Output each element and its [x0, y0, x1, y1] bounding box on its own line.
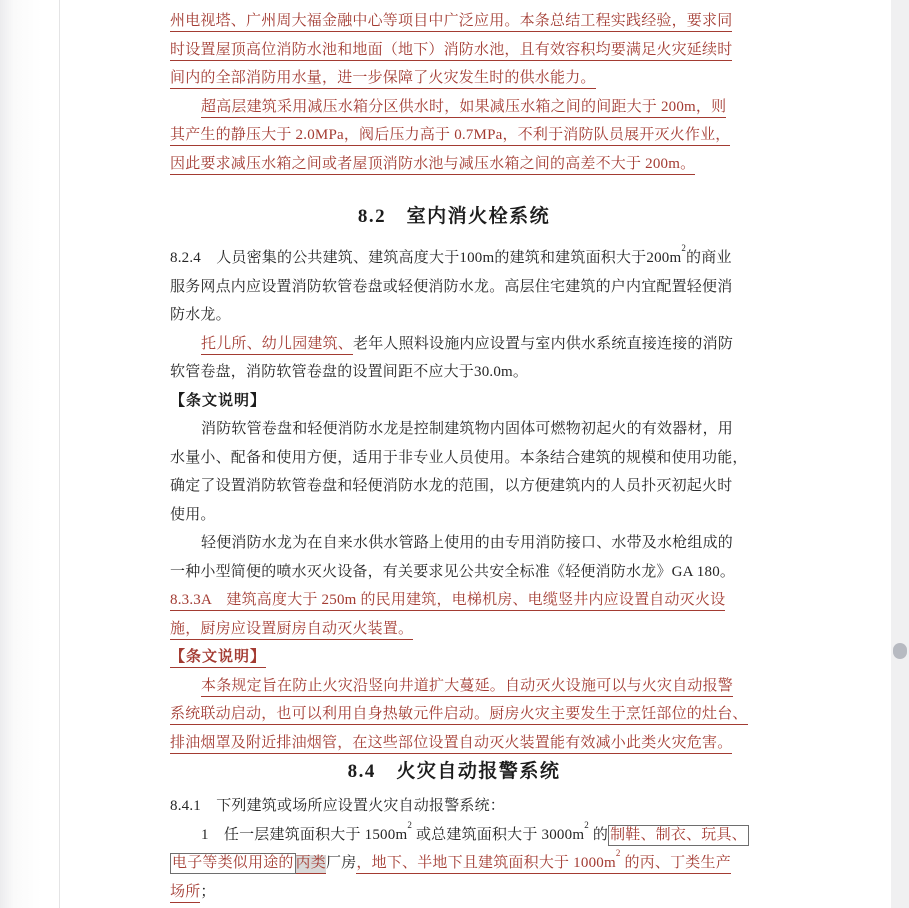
text-line	[170, 273, 738, 302]
text-segment: 水量小、配备和使用方便，适用于非专业人员使用。本条结合建筑的规模和使用功能，	[170, 449, 748, 466]
text-segment: 软管卷盘，消防软管卷盘的设置间距不应大于30.0m。	[170, 364, 529, 380]
text-line	[170, 415, 738, 444]
text-segment: 的	[588, 826, 609, 843]
text-segment: 老年人照料设施内应设置与室内供水系统直接连接的消防	[353, 335, 734, 352]
text-segment: 超高层建筑采用减压水箱分区供水时，如果减压水箱之间的间距大于 200m，则	[201, 99, 726, 118]
text-line	[170, 819, 747, 850]
text-segment: 的商业	[686, 250, 732, 266]
text-line	[170, 358, 738, 387]
text-segment: 排油烟罩及附近排油烟管，在这些部位设置自动灭火装置能有效减小此类火灾危害。	[170, 735, 732, 754]
text-segment: 使用。	[170, 506, 216, 523]
text-segment: 托儿所、幼儿园建筑、	[201, 336, 353, 355]
text-line	[170, 330, 738, 359]
text-segment: 或总建筑面积大于 3000m	[412, 826, 585, 843]
text-segment: 【条文说明】	[170, 649, 266, 668]
text-segment: 的丙、丁类生产	[621, 855, 731, 874]
text-line	[170, 64, 738, 93]
text-segment: 轻便消防水龙为在自来水供水管路上使用的由专用消防接口、水带及水枪组成的	[201, 535, 734, 551]
text-line	[170, 615, 738, 644]
text-segment: 一种小型简便的喷水灭火设备，有关要求见公共安全标准《轻便消防水龙》GA 180。	[170, 563, 736, 580]
scrollbar-thumb[interactable]	[893, 643, 907, 659]
text-segment: 8.2.4 人员密集的公共建筑、建筑高度大于100m的建筑和建筑面积大于200m	[170, 250, 682, 266]
text-segment: 2	[616, 855, 621, 874]
text-segment: 施，厨房应设置厨房自动灭火装置。	[170, 621, 413, 640]
text-line	[170, 121, 738, 150]
document-page	[61, 0, 891, 908]
text-line	[170, 643, 738, 672]
text-segment: 系统联动启动，也可以利用自身热敏元件启动。厨房火灾主要发生于烹饪部位的灶台、	[170, 706, 748, 725]
text-segment: 本条规定旨在防止火灾沿竖向井道扩大蔓延。自动灭火设施可以与火灾自动报警	[201, 678, 733, 697]
text-line	[170, 501, 738, 530]
text-line	[170, 586, 738, 615]
text-line	[170, 387, 738, 416]
text-line	[170, 849, 738, 878]
text-line	[170, 729, 738, 758]
text-segment: 厂房	[326, 855, 357, 871]
text-line	[170, 444, 748, 473]
section-heading: 8.4 火灾自动报警系统	[347, 761, 561, 782]
text-line	[170, 301, 738, 330]
text-line	[170, 529, 738, 558]
text-line	[170, 150, 738, 179]
text-segment: 消防软管卷盘和轻便消防水龙是控制建筑物内固体可燃物初起火的有效器材，用	[201, 421, 734, 437]
text-segment: 丙类	[296, 855, 326, 874]
text-line	[170, 472, 738, 501]
section-heading: 8.2 室内消火栓系统	[357, 206, 551, 227]
text-line	[170, 700, 748, 729]
document-content	[170, 7, 748, 906]
text-segment: 2	[407, 819, 413, 830]
text-line	[170, 7, 738, 36]
text-segment: 8.4.1 下列建筑或场所应设置火灾自动报警系统：	[170, 798, 506, 814]
scrollbar[interactable]	[891, 0, 909, 908]
page-left-edge	[0, 0, 60, 908]
text-segment: 1 任一层建筑面积大于 1500m	[201, 826, 408, 843]
text-segment: 因此要求减压水箱之间或者屋顶消防水池与减压水箱之间的高差不大于 200m。	[170, 156, 695, 175]
text-segment: 其产生的静压大于 2.0MPa，阀后压力高于 0.7MPa，不利于消防队员展开灭火作业，	[170, 127, 730, 146]
text-segment: 电子等类似用途的	[170, 853, 296, 874]
text-line	[170, 93, 738, 122]
text-segment: ；	[200, 883, 216, 900]
text-line	[170, 792, 738, 821]
text-line	[170, 672, 738, 701]
text-segment: 服务网点内应设置消防软管卷盘或轻便消防水龙。高层住宅建筑的户内宜配置轻便消	[170, 278, 733, 295]
text-segment: 州电视塔、广州周大福金融中心等项目中广泛应用。本条总结工程实践经验，要求同	[170, 13, 732, 32]
text-segment: 间内的全部消防用水量，进一步保障了火灾发生时的供水能力。	[170, 70, 596, 89]
text-line	[170, 558, 738, 587]
text-segment: 【条文说明】	[170, 392, 267, 409]
text-segment: 2	[584, 819, 589, 830]
text-line	[170, 244, 738, 273]
text-segment: ，地下、半地下且建筑面积大于 1000m	[356, 855, 615, 874]
text-line	[170, 36, 738, 65]
text-segment: 防水龙。	[170, 307, 231, 323]
text-segment: 制鞋、制衣、玩具、	[608, 825, 749, 846]
text-segment: 场所	[170, 884, 200, 903]
text-segment: 2	[681, 243, 687, 253]
text-segment: 确定了设置消防软管卷盘和轻便消防水龙的范围，以方便建筑内的人员扑灭初起火时	[170, 478, 733, 494]
text-segment: 时设置屋顶高位消防水池和地面（地下）消防水池，且有效容积均要满足火灾延续时	[170, 42, 732, 61]
text-segment: 8.3.3A 建筑高度大于 250m 的民用建筑，电梯机房、电缆竖井内应设置自动灭火设	[170, 592, 725, 611]
text-line	[170, 878, 738, 907]
